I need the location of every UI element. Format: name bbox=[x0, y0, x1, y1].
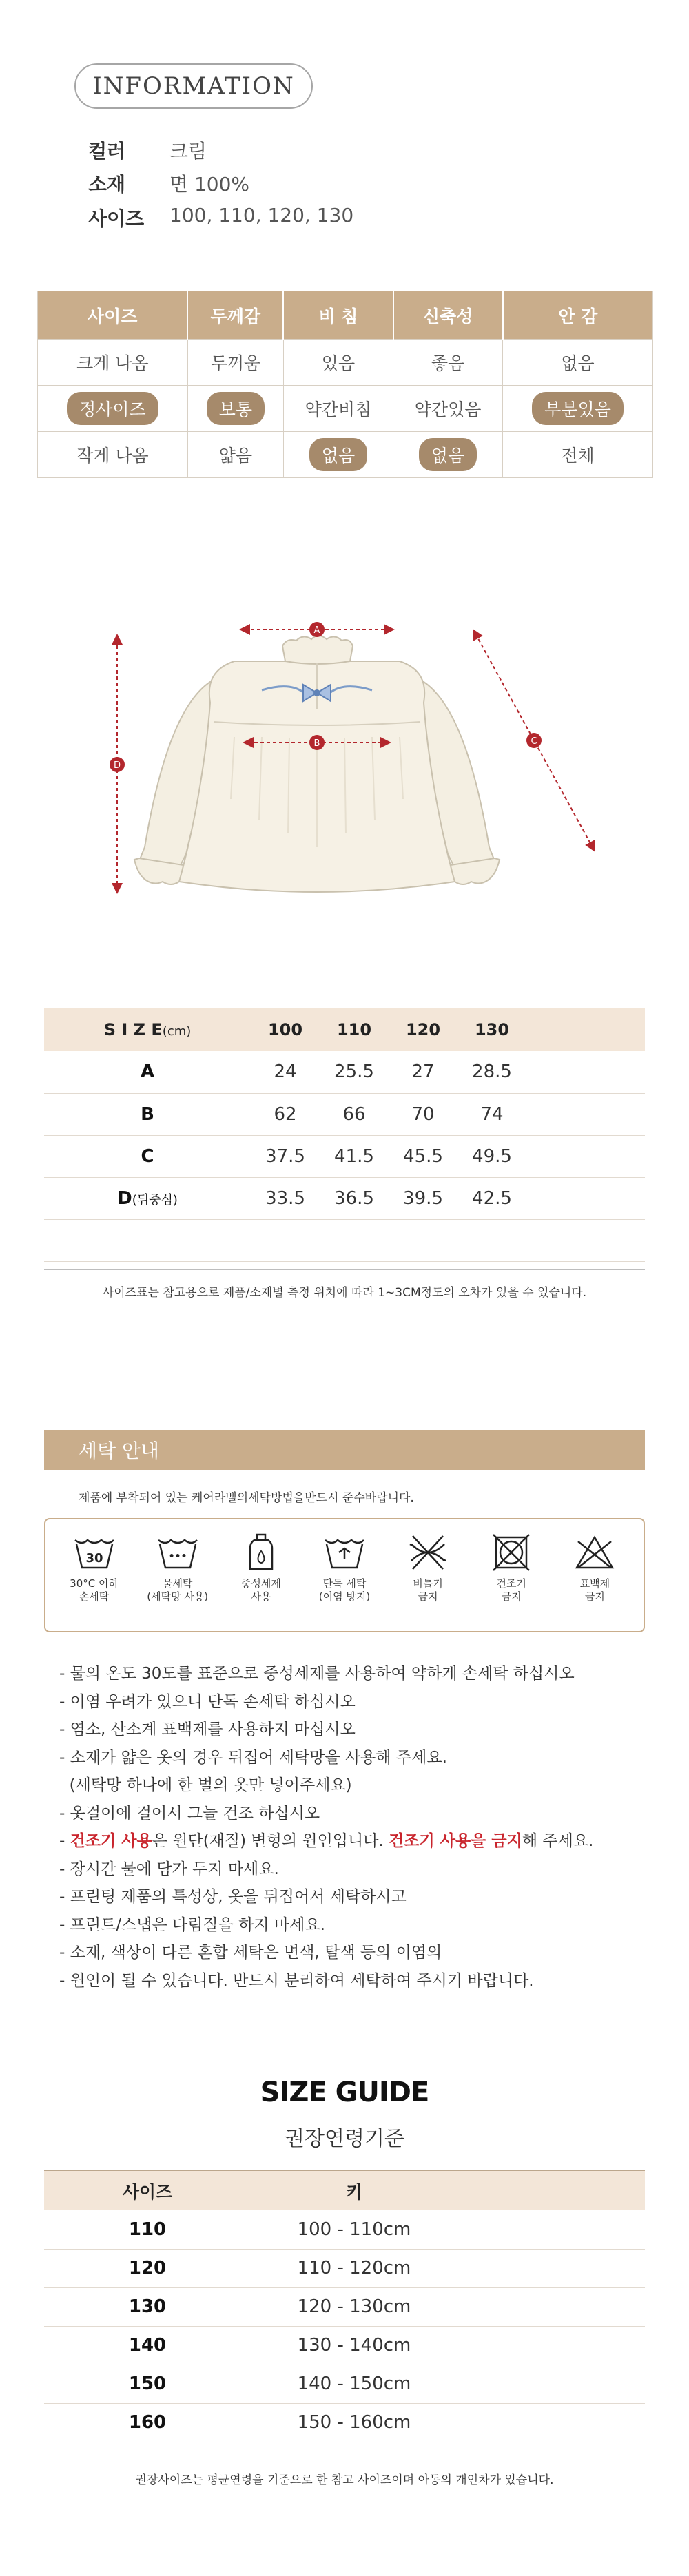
size-cell: 24 bbox=[251, 1051, 320, 1093]
wash-bullet: - 물의 온도 30도를 표준으로 중성세제를 사용하여 약하게 손세탁 하십시오 bbox=[59, 1665, 575, 1683]
size-cell-spacer bbox=[526, 1135, 645, 1177]
size-guide-size: 120 bbox=[44, 2249, 251, 2287]
size-cell: 28.5 bbox=[457, 1051, 526, 1093]
feature-row bbox=[38, 432, 653, 478]
size-cell: 42.5 bbox=[457, 1177, 526, 1219]
single-wash-icon bbox=[322, 1532, 367, 1573]
feature-option: 두꺼움 bbox=[210, 353, 261, 373]
spec-row-color bbox=[88, 136, 207, 164]
size-cell-empty bbox=[320, 1219, 389, 1261]
feature-cell bbox=[283, 432, 393, 478]
feature-cell bbox=[393, 340, 503, 386]
measure-label-d: D bbox=[113, 760, 121, 771]
feature-option: 좋음 bbox=[431, 353, 465, 373]
size-guide-spacer bbox=[457, 2249, 645, 2287]
feature-cell bbox=[38, 432, 188, 478]
size-row-empty bbox=[44, 1219, 645, 1261]
feature-row bbox=[38, 340, 653, 386]
size-header: 120 bbox=[389, 1008, 457, 1051]
size-guide-row bbox=[44, 2287, 645, 2326]
feature-cell bbox=[38, 340, 188, 386]
wash-item bbox=[143, 1532, 212, 1631]
feature-option: 크게 나옴 bbox=[76, 353, 149, 373]
feature-header-row bbox=[38, 291, 653, 340]
size-guide-height: 130 - 140cm bbox=[251, 2326, 457, 2365]
size-guide-row bbox=[44, 2403, 645, 2442]
feature-cell bbox=[503, 432, 653, 478]
measure-name: D bbox=[117, 1187, 132, 1209]
wash-item bbox=[227, 1532, 296, 1631]
size-table bbox=[44, 1008, 645, 1262]
size-note: 사이즈표는 참고용으로 제품/소재별 측정 위치에 따라 1~3CM정도의 오차가 있을 수 있습니다. bbox=[102, 1286, 587, 1300]
feature-option: 작게 나옴 bbox=[76, 446, 149, 466]
size-guide-subtitle: 권장연령기준 bbox=[285, 2127, 404, 2151]
size-guide-height: 150 - 160cm bbox=[251, 2403, 457, 2442]
wash-instructions bbox=[59, 1660, 666, 1995]
feature-cell bbox=[503, 386, 653, 432]
wash-caption: 30°C 이하 손세탁 bbox=[70, 1577, 119, 1603]
wash-caption: 비틀기 금지 bbox=[413, 1577, 443, 1603]
size-cell: 36.5 bbox=[320, 1177, 389, 1219]
size-guide-header: 키 bbox=[251, 2170, 457, 2210]
feature-option: 전체 bbox=[561, 446, 595, 466]
size-guide-row bbox=[44, 2249, 645, 2287]
size-guide-note: 권장사이즈는 평균연령을 기준으로 한 참고 사이즈이며 아동의 개인차가 있습니다. bbox=[135, 2473, 554, 2487]
feature-row bbox=[38, 386, 653, 432]
warning-text: 건조기 사용을 금지 bbox=[389, 1832, 522, 1850]
size-guide-height: 140 - 150cm bbox=[251, 2365, 457, 2403]
wash-caption: 단독 세탁 (이염 방지) bbox=[318, 1577, 371, 1603]
no-bleach-icon bbox=[573, 1532, 617, 1573]
wash-bullet-dryer bbox=[59, 1827, 666, 1856]
spec-row-size bbox=[88, 204, 353, 231]
wash-caption: 건조기 금지 bbox=[496, 1577, 526, 1603]
size-cell-empty bbox=[251, 1219, 320, 1261]
size-guide-height: 110 - 120cm bbox=[251, 2249, 457, 2287]
feature-option: 있음 bbox=[321, 353, 356, 373]
neutral-detergent-icon bbox=[239, 1532, 283, 1573]
wash-bullet: (세탁망 하나에 한 벌의 옷만 넣어주세요) bbox=[59, 1776, 352, 1794]
wash-bullet: - 프린트/스냅은 다림질을 하지 마세요. bbox=[59, 1915, 325, 1934]
size-guide-height: 100 - 110cm bbox=[251, 2210, 457, 2249]
size-cell-empty bbox=[389, 1219, 457, 1261]
feature-cell bbox=[187, 386, 283, 432]
spec-label: 소재 bbox=[88, 173, 126, 196]
feature-cell bbox=[393, 386, 503, 432]
size-row bbox=[44, 1135, 645, 1177]
wash-item bbox=[477, 1532, 546, 1631]
size-cell: 37.5 bbox=[251, 1135, 320, 1177]
feature-option: 얇음 bbox=[218, 446, 252, 466]
size-guide-spacer bbox=[457, 2326, 645, 2365]
wash-caption: 물세탁 (세탁망 사용) bbox=[147, 1577, 209, 1603]
size-guide-spacer bbox=[457, 2210, 645, 2249]
size-cell-spacer bbox=[526, 1051, 645, 1093]
size-cell-spacer bbox=[526, 1093, 645, 1135]
spec-value: 크림 bbox=[169, 140, 207, 163]
size-cell-empty bbox=[526, 1219, 645, 1261]
size-guide-header-spacer bbox=[457, 2170, 645, 2210]
size-row-label bbox=[44, 1177, 251, 1219]
size-cell: 66 bbox=[320, 1093, 389, 1135]
wash-bullet: - 옷걸이에 걸어서 그늘 건조 하십시오 bbox=[59, 1804, 320, 1822]
wash-bullet: - 소재가 얇은 옷의 경우 뒤집어 세탁망을 사용해 주세요. bbox=[59, 1748, 447, 1767]
bullet-text: 해 주세요. bbox=[522, 1832, 594, 1850]
wash-bullet: - 이염 우려가 있으니 단독 손세탁 하십시오 bbox=[59, 1692, 356, 1711]
spec-label: 사이즈 bbox=[88, 207, 145, 230]
feature-header: 두께감 bbox=[187, 291, 283, 340]
spec-value: 100, 110, 120, 130 bbox=[169, 204, 354, 227]
wash-section-title: 세탁 안내 bbox=[44, 1430, 645, 1470]
measure-sub: (뒤중심) bbox=[132, 1192, 178, 1207]
feature-cell bbox=[38, 386, 188, 432]
feature-selected: 부분있음 bbox=[532, 392, 624, 425]
size-guide-title: SIZE GUIDE bbox=[260, 2077, 429, 2108]
feature-header: 사이즈 bbox=[38, 291, 188, 340]
wash-bullet: - 염소, 산소계 표백제를 사용하지 마십시오 bbox=[59, 1721, 356, 1738]
garment-diagram bbox=[96, 572, 606, 930]
blouse-illustration bbox=[134, 636, 500, 892]
size-cell-empty bbox=[44, 1219, 251, 1261]
measure-name: B bbox=[141, 1103, 154, 1125]
size-guide-row bbox=[44, 2210, 645, 2249]
size-row-label bbox=[44, 1093, 251, 1135]
size-guide-spacer bbox=[457, 2287, 645, 2326]
size-cell: 49.5 bbox=[457, 1135, 526, 1177]
wash-caption: 표백제 금지 bbox=[579, 1577, 610, 1603]
size-header: 130 bbox=[457, 1008, 526, 1051]
size-row bbox=[44, 1093, 645, 1135]
feature-cell bbox=[187, 432, 283, 478]
wash-caption: 중성세제 사용 bbox=[240, 1577, 281, 1603]
wash-tub-text: 30 bbox=[85, 1551, 103, 1566]
wash-subtitle: 제품에 부착되어 있는 케어라벨의세탁방법을반드시 준수바랍니다. bbox=[79, 1491, 414, 1505]
wash-bullet: - 소재, 색상이 다른 혼합 세탁은 변색, 탈색 등의 이염의 bbox=[59, 1944, 442, 1962]
size-header-spacer bbox=[526, 1008, 645, 1051]
size-guide-size: 140 bbox=[44, 2326, 251, 2365]
size-guide-table bbox=[44, 2170, 645, 2442]
size-row-label bbox=[44, 1051, 251, 1093]
feature-cell bbox=[393, 432, 503, 478]
spec-row-material bbox=[88, 169, 249, 197]
size-cell: 33.5 bbox=[251, 1177, 320, 1219]
feature-header: 신축성 bbox=[393, 291, 503, 340]
feature-header: 비 침 bbox=[283, 291, 393, 340]
size-cell-empty bbox=[457, 1219, 526, 1261]
size-guide-height: 120 - 130cm bbox=[251, 2287, 457, 2326]
feature-selected: 보통 bbox=[207, 392, 265, 425]
size-cell: 62 bbox=[251, 1093, 320, 1135]
spec-value: 면 100% bbox=[169, 173, 249, 196]
feature-option: 약간있음 bbox=[414, 399, 482, 419]
size-guide-size: 150 bbox=[44, 2365, 251, 2403]
size-guide-header-row bbox=[44, 2170, 645, 2210]
no-dryer-icon bbox=[489, 1532, 533, 1573]
divider bbox=[44, 1269, 645, 1270]
wash-tub-text: ••• bbox=[168, 1551, 187, 1562]
size-cell: 74 bbox=[457, 1093, 526, 1135]
bullet-text: 은 원단(재질) 변형의 원인입니다. bbox=[152, 1832, 389, 1850]
size-row-label bbox=[44, 1135, 251, 1177]
size-cell: 25.5 bbox=[320, 1051, 389, 1093]
size-guide-size: 160 bbox=[44, 2403, 251, 2442]
measure-label-c: C bbox=[531, 736, 537, 747]
wash-item bbox=[560, 1532, 629, 1631]
size-header-row bbox=[44, 1008, 645, 1051]
feature-cell bbox=[283, 386, 393, 432]
net-wash-icon bbox=[156, 1532, 200, 1573]
size-guide-spacer bbox=[457, 2365, 645, 2403]
wash-30-icon bbox=[72, 1532, 116, 1573]
wash-item bbox=[393, 1532, 462, 1631]
spec-label: 컬러 bbox=[88, 140, 126, 163]
size-cell: 27 bbox=[389, 1051, 457, 1093]
measure-label-a: A bbox=[313, 625, 320, 636]
size-header-text: S I Z E bbox=[103, 1020, 163, 1039]
feature-selected: 정사이즈 bbox=[67, 392, 158, 425]
size-cell: 39.5 bbox=[389, 1177, 457, 1219]
warning-text: 건조기 사용 bbox=[70, 1832, 152, 1850]
size-guide-size: 130 bbox=[44, 2287, 251, 2326]
wash-item bbox=[60, 1532, 129, 1631]
size-cell-spacer bbox=[526, 1177, 645, 1219]
information-title: INFORMATION bbox=[74, 63, 313, 109]
size-guide-spacer bbox=[457, 2403, 645, 2442]
measure-name: C bbox=[141, 1145, 154, 1167]
measure-label-b: B bbox=[313, 738, 320, 749]
size-header-unit: (cm) bbox=[162, 1024, 192, 1039]
feature-selected: 없음 bbox=[419, 438, 477, 471]
wash-bullet: - 프린팅 제품의 특성상, 옷을 뒤집어서 세탁하시고 bbox=[59, 1888, 407, 1906]
wash-icons-box bbox=[44, 1518, 645, 1632]
wash-item bbox=[310, 1532, 379, 1631]
size-guide-row bbox=[44, 2326, 645, 2365]
size-cell: 45.5 bbox=[389, 1135, 457, 1177]
size-row bbox=[44, 1051, 645, 1093]
size-header: 100 bbox=[251, 1008, 320, 1051]
feature-selected: 없음 bbox=[309, 438, 367, 471]
feature-option: 없음 bbox=[561, 353, 595, 373]
size-cell: 70 bbox=[389, 1093, 457, 1135]
no-wring-icon bbox=[406, 1532, 450, 1573]
size-guide-row bbox=[44, 2365, 645, 2403]
wash-bullet: - 원인이 될 수 있습니다. 반드시 분리하여 세탁하여 주시기 바랍니다. bbox=[59, 1971, 534, 1990]
size-guide-size: 110 bbox=[44, 2210, 251, 2249]
feature-cell bbox=[503, 340, 653, 386]
feature-header: 안 감 bbox=[503, 291, 653, 340]
size-header-label bbox=[44, 1008, 251, 1051]
size-header: 110 bbox=[320, 1008, 389, 1051]
size-cell: 41.5 bbox=[320, 1135, 389, 1177]
feature-cell bbox=[283, 340, 393, 386]
feature-option: 약간비침 bbox=[305, 399, 372, 419]
size-guide-header: 사이즈 bbox=[44, 2170, 251, 2210]
size-row bbox=[44, 1177, 645, 1219]
feature-cell bbox=[187, 340, 283, 386]
wash-bullet: - 장시간 물에 담가 두지 마세요. bbox=[59, 1860, 279, 1878]
bullet-text: - bbox=[59, 1832, 70, 1850]
measure-name: A bbox=[140, 1061, 155, 1083]
feature-table bbox=[37, 291, 653, 478]
